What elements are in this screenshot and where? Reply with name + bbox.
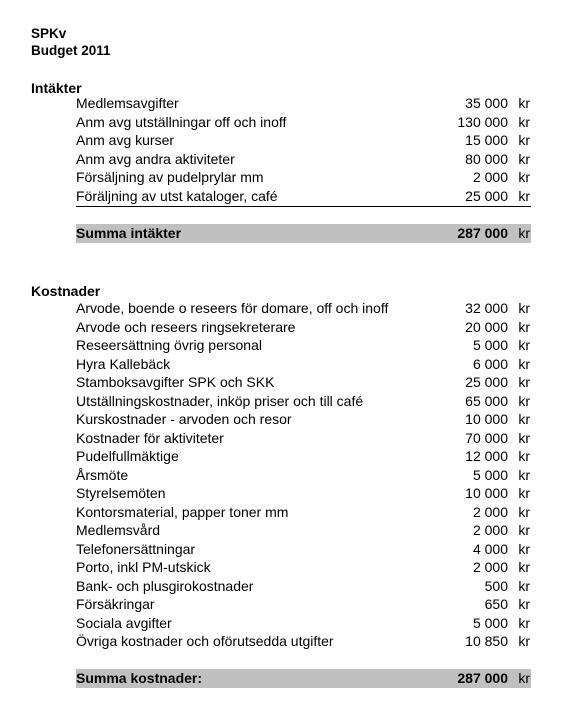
income-divider	[76, 206, 531, 207]
costs-section-title: Kostnader	[31, 283, 101, 299]
income-item-unit: kr	[518, 150, 530, 167]
income-item-label: Försäljning av pudelprylar mm	[76, 169, 264, 185]
cost-item-unit: kr	[518, 318, 530, 335]
cost-row	[76, 484, 531, 503]
income-item-amount: 15 000	[465, 132, 508, 148]
cost-item-unit: kr	[518, 577, 530, 594]
cost-item-amount: 10 000	[465, 485, 508, 501]
cost-item-unit: kr	[518, 355, 530, 372]
cost-item-amount: 20 000	[465, 318, 508, 335]
cost-item-label: Arvode och reseers ringsekreterare	[76, 318, 296, 335]
cost-item-amount: 6 000	[472, 355, 508, 372]
income-item-amount: 2 000	[472, 169, 508, 185]
cost-item-label: Utställningskostnader, inköp priser och till café	[76, 392, 364, 409]
cost-item-label: Försäkringar	[76, 596, 155, 612]
cost-item-amount: 650	[484, 596, 508, 612]
cost-item-amount: 5 000	[472, 614, 508, 631]
cost-item-label: Porto, inkl PM-utskick	[76, 559, 211, 575]
income-total-row	[76, 224, 531, 243]
cost-row	[76, 595, 531, 614]
cost-item-label: Reseersättning övrig personal	[76, 337, 262, 353]
cost-item-label: Pudelfullmäktige	[76, 448, 179, 464]
cost-row	[76, 503, 531, 522]
income-row	[76, 150, 531, 169]
cost-item-label: Bank- och plusgirokostnader	[76, 577, 254, 594]
income-item-unit: kr	[518, 169, 530, 185]
cost-item-label: Kostnader för aktiviteter	[76, 429, 224, 446]
income-item-label: Anm avg kurser	[76, 132, 175, 148]
income-item-label: Föräljning av utst kataloger, café	[76, 187, 278, 204]
cost-row	[76, 429, 531, 448]
cost-item-amount: 5 000	[472, 337, 508, 353]
income-item-label: Medlemsavgifter	[76, 95, 179, 111]
cost-item-label: Telefonersättningar	[76, 540, 196, 557]
income-total-amount: 287 000	[457, 225, 508, 241]
cost-item-amount: 5 000	[472, 466, 508, 483]
cost-item-unit: kr	[518, 614, 530, 631]
cost-item-unit: kr	[518, 374, 530, 390]
cost-item-unit: kr	[518, 411, 530, 427]
cost-item-amount: 500	[484, 577, 508, 594]
income-item-amount: 25 000	[465, 187, 508, 204]
income-total-unit: kr	[518, 225, 530, 241]
cost-row	[76, 632, 531, 651]
income-item-amount: 130 000	[457, 113, 508, 130]
income-item-unit: kr	[518, 187, 530, 204]
organization-name: SPKv	[31, 26, 67, 41]
cost-item-amount: 70 000	[465, 429, 508, 446]
cost-item-amount: 25 000	[465, 374, 508, 390]
cost-row	[76, 521, 531, 540]
income-item-amount: 80 000	[465, 150, 508, 167]
cost-item-amount: 10 000	[465, 411, 508, 427]
cost-item-label: Hyra Kallebäck	[76, 355, 171, 372]
cost-row	[76, 392, 531, 411]
cost-row	[76, 447, 531, 466]
cost-item-amount: 32 000	[465, 300, 508, 316]
cost-item-amount: 4 000	[472, 540, 508, 557]
cost-item-label: Årsmöte	[76, 466, 129, 483]
cost-item-unit: kr	[518, 559, 530, 575]
cost-row	[76, 614, 531, 633]
cost-item-amount: 2 000	[472, 559, 508, 575]
cost-item-label: Övriga kostnader och oförutsedda utgifter	[76, 633, 334, 649]
cost-item-label: Arvode, boende o reseers för domare, off och inoff	[76, 300, 389, 316]
cost-item-unit: kr	[518, 633, 530, 649]
cost-row	[76, 299, 531, 318]
income-row	[76, 94, 531, 113]
costs-total-row	[76, 669, 531, 688]
cost-item-label: Medlemsvård	[76, 522, 161, 538]
cost-item-amount: 12 000	[465, 448, 508, 464]
cost-row	[76, 410, 531, 429]
costs-list	[76, 299, 531, 651]
cost-item-amount: 2 000	[472, 503, 508, 520]
cost-item-unit: kr	[518, 466, 530, 483]
cost-row	[76, 558, 531, 577]
income-row	[76, 131, 531, 150]
cost-row	[76, 540, 531, 559]
cost-item-unit: kr	[518, 522, 530, 538]
costs-total-unit: kr	[518, 670, 530, 686]
cost-item-label: Kurskostnader - arvoden och resor	[76, 411, 292, 427]
cost-row	[76, 577, 531, 596]
income-item-amount: 35 000	[465, 95, 508, 111]
cost-item-unit: kr	[518, 596, 530, 612]
cost-item-unit: kr	[518, 485, 530, 501]
income-row	[76, 187, 531, 206]
document-subtitle: Budget 2011	[31, 43, 111, 58]
income-item-unit: kr	[518, 132, 530, 148]
cost-item-unit: kr	[518, 429, 530, 446]
cost-item-label: Sociala avgifter	[76, 614, 172, 631]
cost-item-unit: kr	[518, 540, 530, 557]
costs-total-label: Summa kostnader:	[76, 670, 203, 686]
cost-item-amount: 65 000	[465, 392, 508, 409]
cost-item-unit: kr	[518, 300, 530, 316]
income-item-unit: kr	[518, 113, 530, 130]
income-item-unit: kr	[518, 95, 530, 111]
cost-item-amount: 2 000	[472, 522, 508, 538]
cost-row	[76, 318, 531, 337]
cost-item-amount: 10 850	[465, 633, 508, 649]
cost-item-label: Stamboksavgifter SPK och SKK	[76, 374, 275, 390]
cost-row	[76, 336, 531, 355]
costs-total-amount: 287 000	[457, 670, 508, 686]
income-section-title: Intäkter	[31, 80, 82, 96]
cost-item-unit: kr	[518, 337, 530, 353]
income-row	[76, 168, 531, 187]
cost-item-unit: kr	[518, 448, 530, 464]
cost-item-label: Kontorsmaterial, papper toner mm	[76, 503, 289, 520]
cost-row	[76, 355, 531, 374]
income-list	[76, 94, 531, 205]
cost-item-unit: kr	[518, 503, 530, 520]
income-total-label: Summa intäkter	[76, 225, 182, 241]
income-item-label: Anm avg utställningar off och inoff	[76, 113, 287, 130]
income-row	[76, 113, 531, 132]
cost-item-unit: kr	[518, 392, 530, 409]
cost-row	[76, 466, 531, 485]
cost-row	[76, 373, 531, 392]
income-item-label: Anm avg andra aktiviteter	[76, 150, 235, 167]
cost-item-label: Styrelsemöten	[76, 485, 166, 501]
